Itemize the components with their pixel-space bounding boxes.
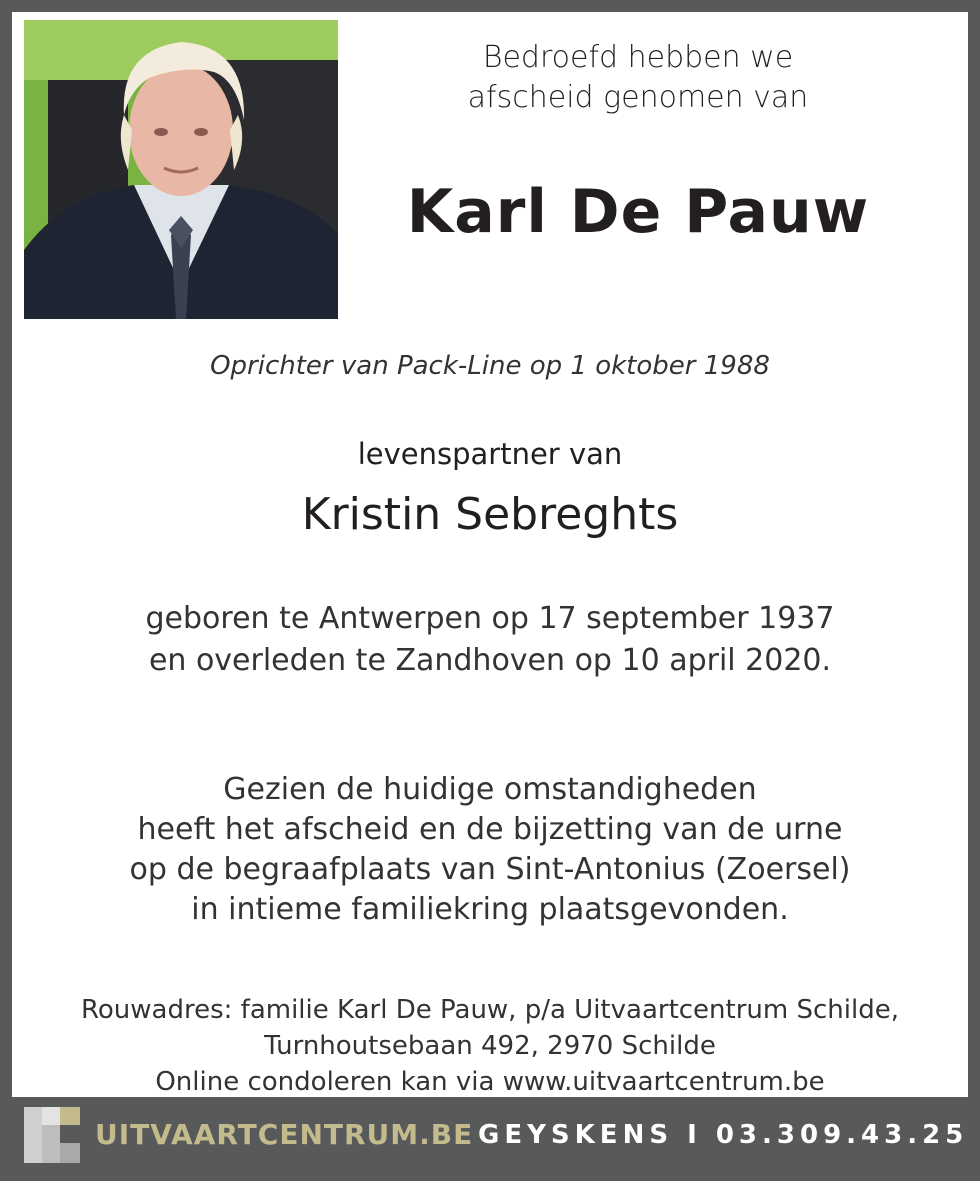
deceased-name: Karl De Pauw	[406, 177, 870, 247]
founder-note: Oprichter van Pack-Line op 1 oktober 1988	[210, 351, 770, 381]
contact-info: GEYSKENS I 03.309.43.25	[478, 1120, 969, 1150]
stacked-squares-logo-icon	[24, 1107, 80, 1163]
portrait-photo	[24, 20, 338, 319]
message-line: op de begraafplaats van Sint-Antonius (Zoersel)	[129, 852, 851, 887]
address-line: Rouwadres: familie Karl De Pauw, p/a Uitvaartcentrum Schilde,	[81, 995, 899, 1025]
partner-label: levenspartner van	[357, 437, 623, 471]
brand-name[interactable]: UITVAARTCENTRUM.BE	[95, 1118, 474, 1151]
obituary-card	[12, 12, 968, 1097]
intro-text	[412, 38, 864, 118]
mourning-address	[12, 992, 968, 1100]
birth-death-dates	[12, 598, 968, 682]
intro-line: Bedroefd hebben we	[482, 40, 794, 75]
portrait-image	[24, 20, 338, 319]
dates-line: geboren te Antwerpen op 17 september 1937	[145, 601, 835, 636]
intro-line: afscheid genomen van	[467, 80, 809, 115]
message-line: in intieme familiekring plaatsgevonden.	[191, 892, 789, 927]
footer-bar	[0, 1097, 980, 1181]
message-line: Gezien de huidige omstandigheden	[223, 772, 757, 807]
ceremony-message	[12, 770, 968, 930]
partner-name: Kristin Sebreghts	[301, 489, 679, 540]
dates-line: en overleden te Zandhoven op 10 april 2020.	[148, 643, 832, 678]
address-line: Turnhoutsebaan 492, 2970 Schilde	[264, 1031, 716, 1061]
message-line: heeft het afscheid en de bijzetting van de urne	[137, 812, 843, 847]
condolence-link-text[interactable]: Online condoleren kan via www.uitvaartcentrum.be	[155, 1067, 825, 1097]
